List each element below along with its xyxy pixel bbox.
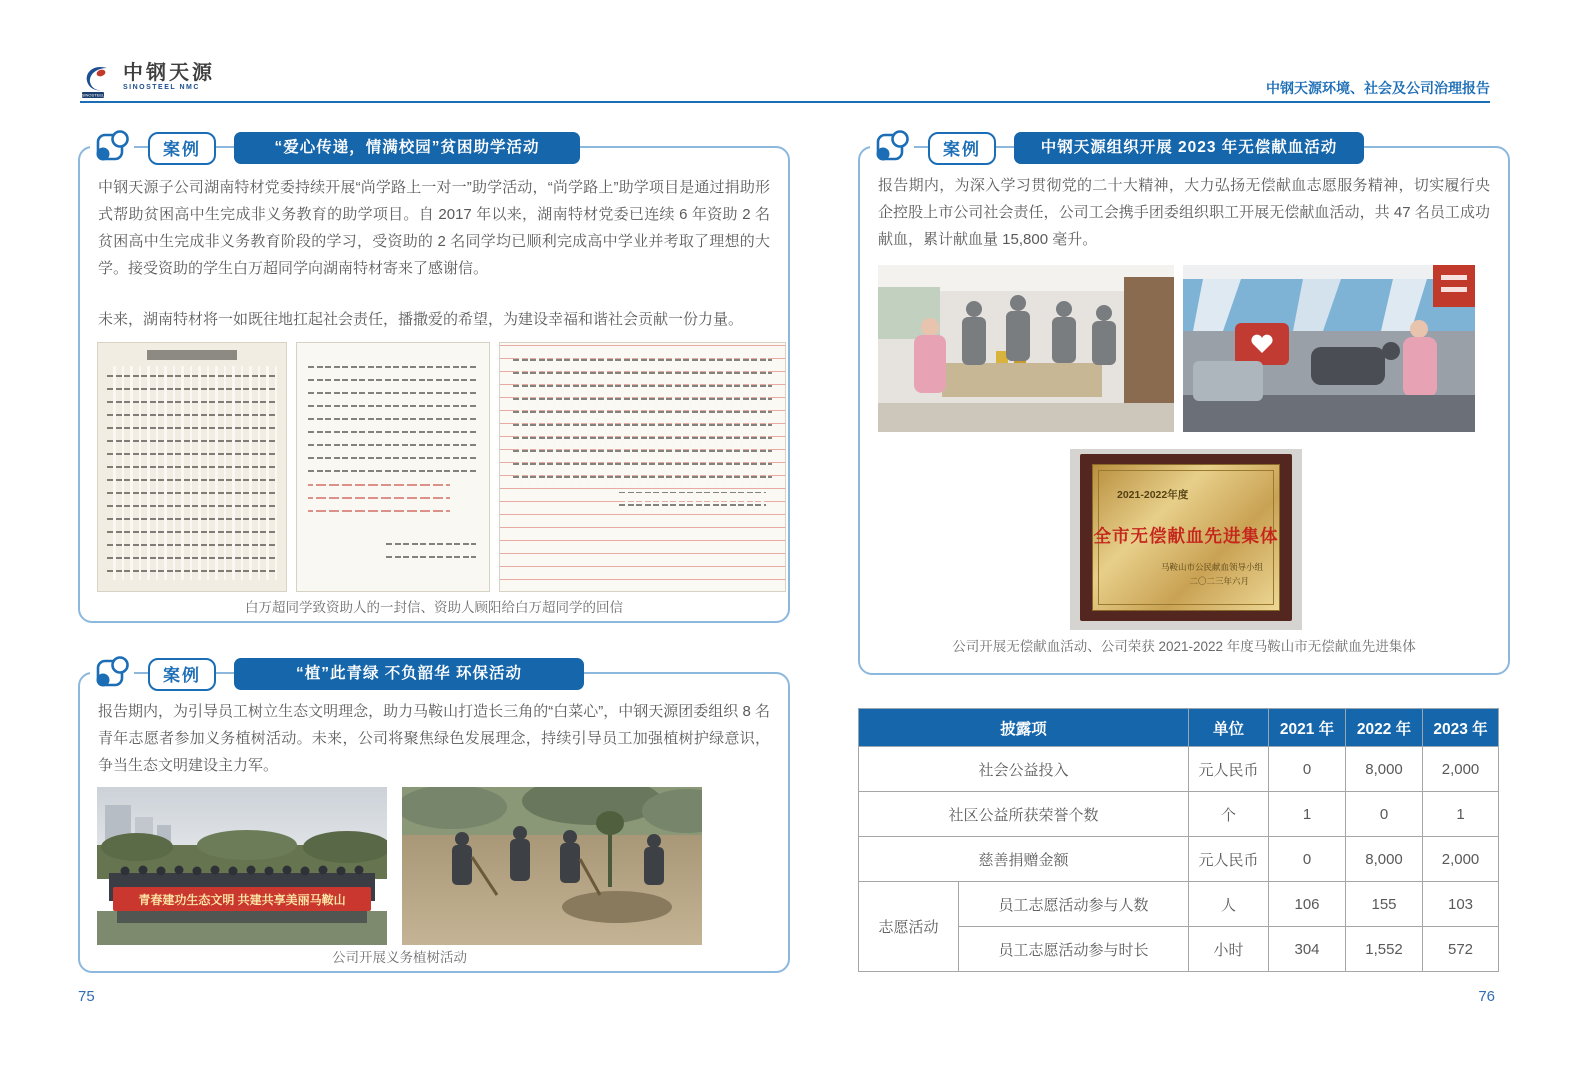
case-title-banner: 中钢天源组织开展 2023 年无偿献血活动 (1014, 132, 1364, 164)
cell-unit: 元人民币 (1189, 747, 1269, 792)
page-number-right: 76 (1478, 988, 1495, 1005)
case-bubbles-icon (90, 656, 134, 692)
case-head (90, 130, 580, 166)
cell-2021: 1 (1269, 792, 1346, 837)
table-header-row (859, 709, 1499, 747)
cell-item: 社区公益所获荣誉个数 (859, 792, 1189, 837)
case-title-banner: “植”此青绿 不负韶华 环保活动 (234, 658, 584, 690)
cell-2021: 0 (1269, 837, 1346, 882)
cell-2023: 2,000 (1423, 837, 1499, 882)
case-badge: 案例 (148, 132, 216, 165)
cell-2022: 8,000 (1346, 837, 1423, 882)
cell-group-label: 志愿活动 (859, 882, 959, 972)
table-row (859, 882, 1499, 927)
table-row (859, 792, 1499, 837)
letter-photo-3 (499, 342, 786, 592)
letter-photo-2 (296, 342, 490, 592)
cell-item: 社会公益投入 (859, 747, 1189, 792)
table-row (859, 837, 1499, 882)
cell-unit: 小时 (1189, 927, 1269, 972)
cell-2023: 103 (1423, 882, 1499, 927)
plaque-year: 2021-2022年度 (1117, 489, 1189, 501)
cell-2023: 572 (1423, 927, 1499, 972)
case-paragraph: 未来，湖南特材将一如既往地扛起社会责任，播撒爱的希望，为建设幸福和谐社会贡献一份力量。 (98, 311, 744, 328)
award-plaque-photo (1070, 449, 1302, 630)
cell-item: 慈善捐赠金额 (859, 837, 1189, 882)
cell-unit: 元人民币 (1189, 837, 1269, 882)
tree-planting-group-photo (97, 787, 387, 945)
col-header-unit: 单位 (1189, 709, 1269, 747)
cell-2023: 2,000 (1423, 747, 1499, 792)
photo-caption: 公司开展义务植树活动 (332, 950, 467, 965)
col-header-2022: 2022 年 (1346, 709, 1423, 747)
case-bubbles-icon (90, 130, 134, 166)
table-row (859, 747, 1499, 792)
case-paragraph: 报告期内，为引导员工树立生态文明理念，助力马鞍山打造长三角的“白菜心”，中钢天源团委组织 8 名青年志愿者参加义务植树活动。未来，公司将聚焦绿色发展理念，持续引导员工加强植树护绿意识，争当生态文明建设主力军。 (98, 703, 770, 774)
cell-2021: 304 (1269, 927, 1346, 972)
social-welfare-data-table (858, 708, 1499, 972)
cell-unit: 人 (1189, 882, 1269, 927)
header-rule (80, 101, 1490, 103)
case-paragraph: 报告期内，为深入学习贯彻党的二十大精神，大力弘扬无偿献血志愿服务精神，切实履行央企控股上市公司社会责任，公司工会携手团委组织职工开展无偿献血活动，共 47 名员工成功献血，累计献血量 15,800 毫升。 (878, 177, 1490, 248)
case-box-charity-study (78, 139, 790, 623)
letter-photo-1 (97, 342, 287, 592)
photo-caption: 公司开展无偿献血活动、公司荣获 2021-2022 年度马鞍山市无偿献血先进集体 (952, 639, 1416, 654)
sinosteel-logo-icon (80, 62, 116, 100)
case-head (90, 656, 584, 692)
case-paragraph: 中钢天源子公司湖南特材党委持续开展“尚学路上一对一”助学活动，“尚学路上”助学项目是通过捐助形式帮助贫困高中生完成非义务教育的助学项目。自 2017 年以来，湖南特材党委已连续 6 年资助 2 名贫困高中生完成非义务教育阶段的学习，受资助的 2 名同学均已顺利完成高中学业并考取了理想的大学。接受资助的学生白万超同学向湖南特材寄来了感谢信。 (98, 179, 770, 277)
case-badge: 案例 (928, 132, 996, 165)
cell-2021: 106 (1269, 882, 1346, 927)
logo-text-en: SINOSTEEL NMC (123, 84, 200, 91)
plaque-issuer: 马鞍山市公民献血领导小组 (1160, 562, 1263, 572)
case-title-banner: “爱心传递，情满校园”贫困助学活动 (234, 132, 580, 164)
tree-planting-digging-photo (402, 787, 702, 945)
col-header-2023: 2023 年 (1423, 709, 1499, 747)
cell-2021: 0 (1269, 747, 1346, 792)
page-number-left: 75 (78, 988, 95, 1005)
logo-mark-tag: SINOSTEEL (81, 92, 105, 98)
cell-2022: 8,000 (1346, 747, 1423, 792)
case-badge: 案例 (148, 658, 216, 691)
cell-2022: 1,552 (1346, 927, 1423, 972)
cell-item: 员工志愿活动参与人数 (959, 882, 1189, 927)
report-title: 中钢天源环境、社会及公司治理报告 (1266, 80, 1490, 96)
blood-donation-room-photo (878, 265, 1174, 432)
company-logo (80, 62, 215, 100)
photo-caption: 白万超同学致资助人的一封信、资助人顾阳给白万超同学的回信 (245, 600, 623, 615)
plaque-title: 全市无偿献血先进集体 (1093, 526, 1279, 546)
cell-unit: 个 (1189, 792, 1269, 837)
case-box-tree-planting (78, 665, 790, 973)
col-header-2021: 2021 年 (1269, 709, 1346, 747)
thank-you-letters-photos (97, 342, 786, 592)
case-head (870, 130, 1364, 166)
cell-2023: 1 (1423, 792, 1499, 837)
col-header-item: 披露项 (859, 709, 1189, 747)
case-box-blood-donation (858, 139, 1510, 675)
cell-2022: 155 (1346, 882, 1423, 927)
case-bubbles-icon (870, 130, 914, 166)
plaque-date: 二〇二三年六月 (1189, 576, 1249, 586)
banner-text: 青春建功生态文明 共建共享美丽马鞍山 (138, 893, 346, 907)
cell-2022: 0 (1346, 792, 1423, 837)
blood-donation-bus-photo (1183, 265, 1475, 432)
cell-item: 员工志愿活动参与时长 (959, 927, 1189, 972)
logo-text-cn: 中钢天源 (123, 62, 215, 84)
